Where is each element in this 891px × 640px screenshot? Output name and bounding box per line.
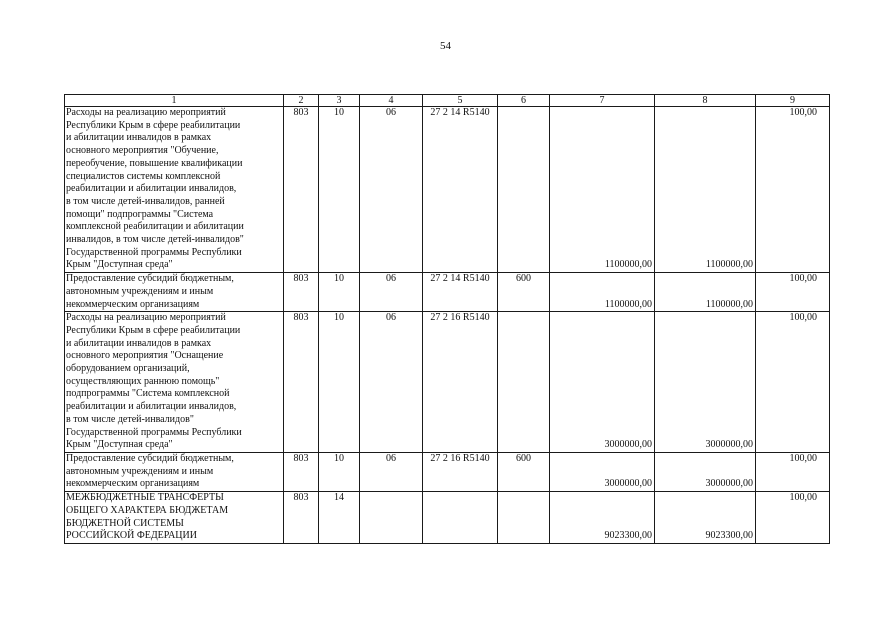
amount-planned: 9023300,00 xyxy=(550,492,655,544)
execution-percent: 100,00 xyxy=(756,492,830,544)
code-section: 14 xyxy=(319,492,360,544)
column-header: 6 xyxy=(498,95,550,107)
code-target-article: 27 2 16 R5140 xyxy=(423,452,498,491)
row-description: Предоставление субсидий бюджетным, автономным учреждениям и иным некоммерческим организациям xyxy=(65,273,284,312)
code-target-article: 27 2 16 R5140 xyxy=(423,312,498,453)
code-subsection: 06 xyxy=(360,273,423,312)
table-row xyxy=(65,107,830,273)
code-subsection: 06 xyxy=(360,107,423,273)
column-header: 8 xyxy=(655,95,756,107)
column-header: 9 xyxy=(756,95,830,107)
table-row xyxy=(65,312,830,453)
amount-executed: 3000000,00 xyxy=(655,312,756,453)
row-description: Предоставление субсидий бюджетным, автономным учреждениям и иным некоммерческим организациям xyxy=(65,452,284,491)
code-target-article: 27 2 14 R5140 xyxy=(423,107,498,273)
amount-planned: 3000000,00 xyxy=(550,452,655,491)
code-target-article xyxy=(423,492,498,544)
budget-table xyxy=(64,94,830,544)
row-description: Расходы на реализацию мероприятий Республики Крым в сфере реабилитации и абилитации инвалидов в рамках основного мероприятия "Оснащение оборудованием организаций, осуществляющих раннюю помощь" подпрограммы "Система комплексной реабилитации и абилитации инвалидов, в том числе детей-инвалидов" Государственной программы Республики Крым "Доступная среда" xyxy=(65,312,284,453)
column-header: 7 xyxy=(550,95,655,107)
column-header: 1 xyxy=(65,95,284,107)
code-section: 10 xyxy=(319,107,360,273)
row-description: Расходы на реализацию мероприятий Республики Крым в сфере реабилитации и абилитации инвалидов в рамках основного мероприятия "Обучение, переобучение, повышение квалификации специалистов системы комплексной реабилитации и абилитации инвалидов, в том числе детей-инвалидов, ранней помощи" подпрограммы "Система комплексной реабилитации и абилитации инвалидов, в том числе детей-инвалидов" Государственной программы Республики Крым "Доступная среда" xyxy=(65,107,284,273)
table-row xyxy=(65,273,830,312)
code-subsection: 06 xyxy=(360,312,423,453)
code-admin: 803 xyxy=(284,452,319,491)
code-admin: 803 xyxy=(284,312,319,453)
execution-percent: 100,00 xyxy=(756,107,830,273)
code-section: 10 xyxy=(319,452,360,491)
row-description: МЕЖБЮДЖЕТНЫЕ ТРАНСФЕРТЫ ОБЩЕГО ХАРАКТЕРА БЮДЖЕТАМ БЮДЖЕТНОЙ СИСТЕМЫ РОССИЙСКОЙ ФЕДЕРАЦИИ xyxy=(65,492,284,544)
code-admin: 803 xyxy=(284,273,319,312)
amount-planned: 1100000,00 xyxy=(550,107,655,273)
amount-planned: 1100000,00 xyxy=(550,273,655,312)
column-header: 4 xyxy=(360,95,423,107)
table-row xyxy=(65,452,830,491)
execution-percent: 100,00 xyxy=(756,273,830,312)
code-subsection xyxy=(360,492,423,544)
code-expense-type xyxy=(498,107,550,273)
amount-executed: 3000000,00 xyxy=(655,452,756,491)
amount-planned: 3000000,00 xyxy=(550,312,655,453)
column-header: 3 xyxy=(319,95,360,107)
code-expense-type xyxy=(498,492,550,544)
amount-executed: 9023300,00 xyxy=(655,492,756,544)
amount-executed: 1100000,00 xyxy=(655,273,756,312)
column-header: 5 xyxy=(423,95,498,107)
code-expense-type: 600 xyxy=(498,452,550,491)
code-section: 10 xyxy=(319,312,360,453)
amount-executed: 1100000,00 xyxy=(655,107,756,273)
execution-percent: 100,00 xyxy=(756,312,830,453)
execution-percent: 100,00 xyxy=(756,452,830,491)
column-header: 2 xyxy=(284,95,319,107)
table-row xyxy=(65,492,830,544)
code-subsection: 06 xyxy=(360,452,423,491)
code-admin: 803 xyxy=(284,492,319,544)
code-section: 10 xyxy=(319,273,360,312)
code-expense-type xyxy=(498,312,550,453)
page-number: 54 xyxy=(440,40,451,52)
code-expense-type: 600 xyxy=(498,273,550,312)
code-admin: 803 xyxy=(284,107,319,273)
code-target-article: 27 2 14 R5140 xyxy=(423,273,498,312)
table-header-row xyxy=(65,95,830,107)
